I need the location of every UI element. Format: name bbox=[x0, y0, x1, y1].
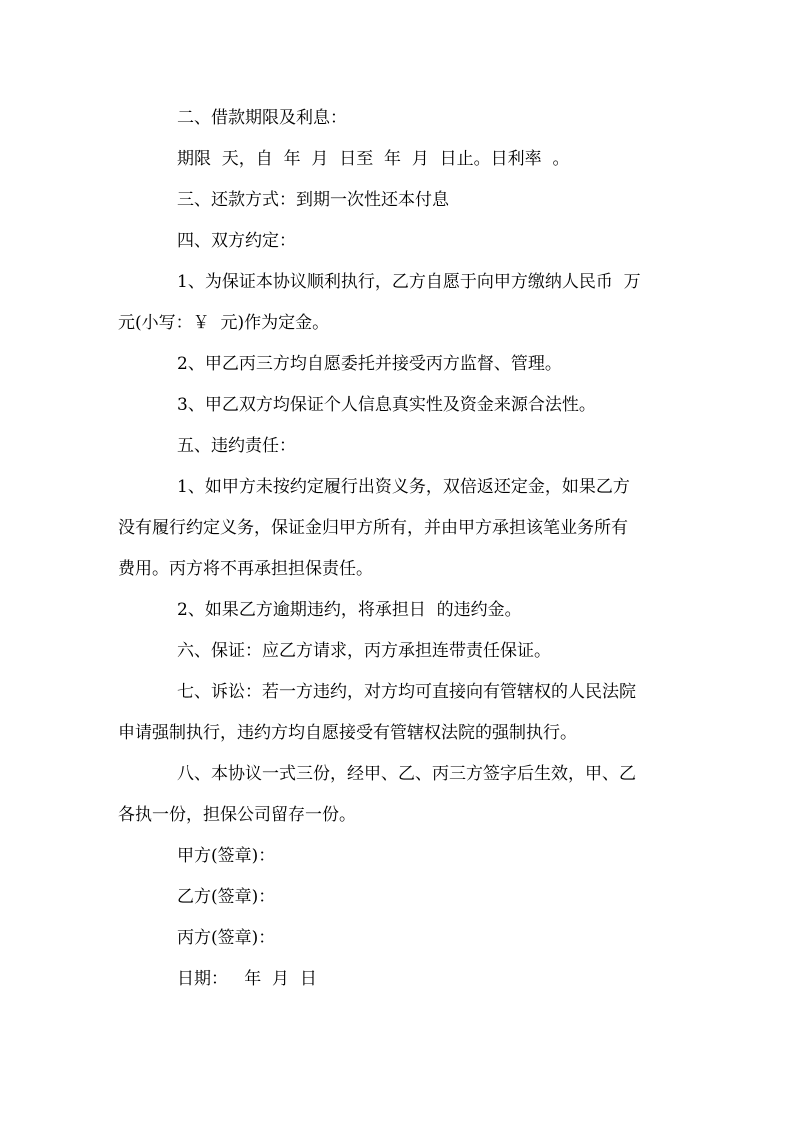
section-5-heading: 五、违约责任： bbox=[177, 436, 296, 456]
clause-4-1-line-2: 元(小写：￥ 元)作为定金。 bbox=[118, 313, 330, 333]
clause-4-1-line-1: 1、为保证本协议顺利执行，乙方自愿于向甲方缴纳人民币 万 bbox=[177, 272, 641, 292]
date-line: 日期： 年 月 日 bbox=[177, 969, 317, 989]
section-3-repayment: 三、还款方式：到期一次性还本付息 bbox=[177, 190, 449, 210]
clause-4-2: 2、甲乙丙三方均自愿委托并接受丙方监督、管理。 bbox=[177, 354, 562, 374]
section-2-heading: 二、借款期限及利息： bbox=[177, 108, 347, 128]
section-8-line-1: 八、本协议一式三份，经甲、乙、丙三方签字后生效，甲、乙 bbox=[177, 764, 636, 784]
clause-5-1-line-2: 没有履行约定义务，保证金归甲方所有，并由甲方承担该笔业务所有 bbox=[118, 518, 628, 538]
loan-term-line: 期限 天，自 年 月 日至 年 月 日止。日利率 。 bbox=[177, 149, 570, 169]
clause-5-1-line-3: 费用。丙方将不再承担担保责任。 bbox=[118, 559, 373, 579]
section-7-line-2: 申请强制执行，违约方均自愿接受有管辖权法院的强制执行。 bbox=[118, 723, 577, 743]
clause-5-1-line-1: 1、如甲方未按约定履行出资义务，双倍返还定金，如果乙方 bbox=[177, 477, 630, 497]
party-b-signature: 乙方(签章)： bbox=[177, 887, 276, 907]
section-6-guarantee: 六、保证：应乙方请求，丙方承担连带责任保证。 bbox=[177, 641, 551, 661]
clause-4-3: 3、甲乙双方均保证个人信息真实性及资金来源合法性。 bbox=[177, 395, 596, 415]
section-7-line-1: 七、诉讼：若一方违约，对方均可直接向有管辖权的人民法院 bbox=[177, 682, 636, 702]
document-body bbox=[118, 98, 678, 1000]
section-4-heading: 四、双方约定： bbox=[177, 231, 296, 251]
party-a-signature: 甲方(签章)： bbox=[177, 846, 276, 866]
clause-5-2: 2、如果乙方逾期违约，将承担日 的违约金。 bbox=[177, 600, 522, 620]
party-c-signature: 丙方(签章)： bbox=[177, 928, 276, 948]
section-8-line-2: 各执一份，担保公司留存一份。 bbox=[118, 805, 356, 825]
